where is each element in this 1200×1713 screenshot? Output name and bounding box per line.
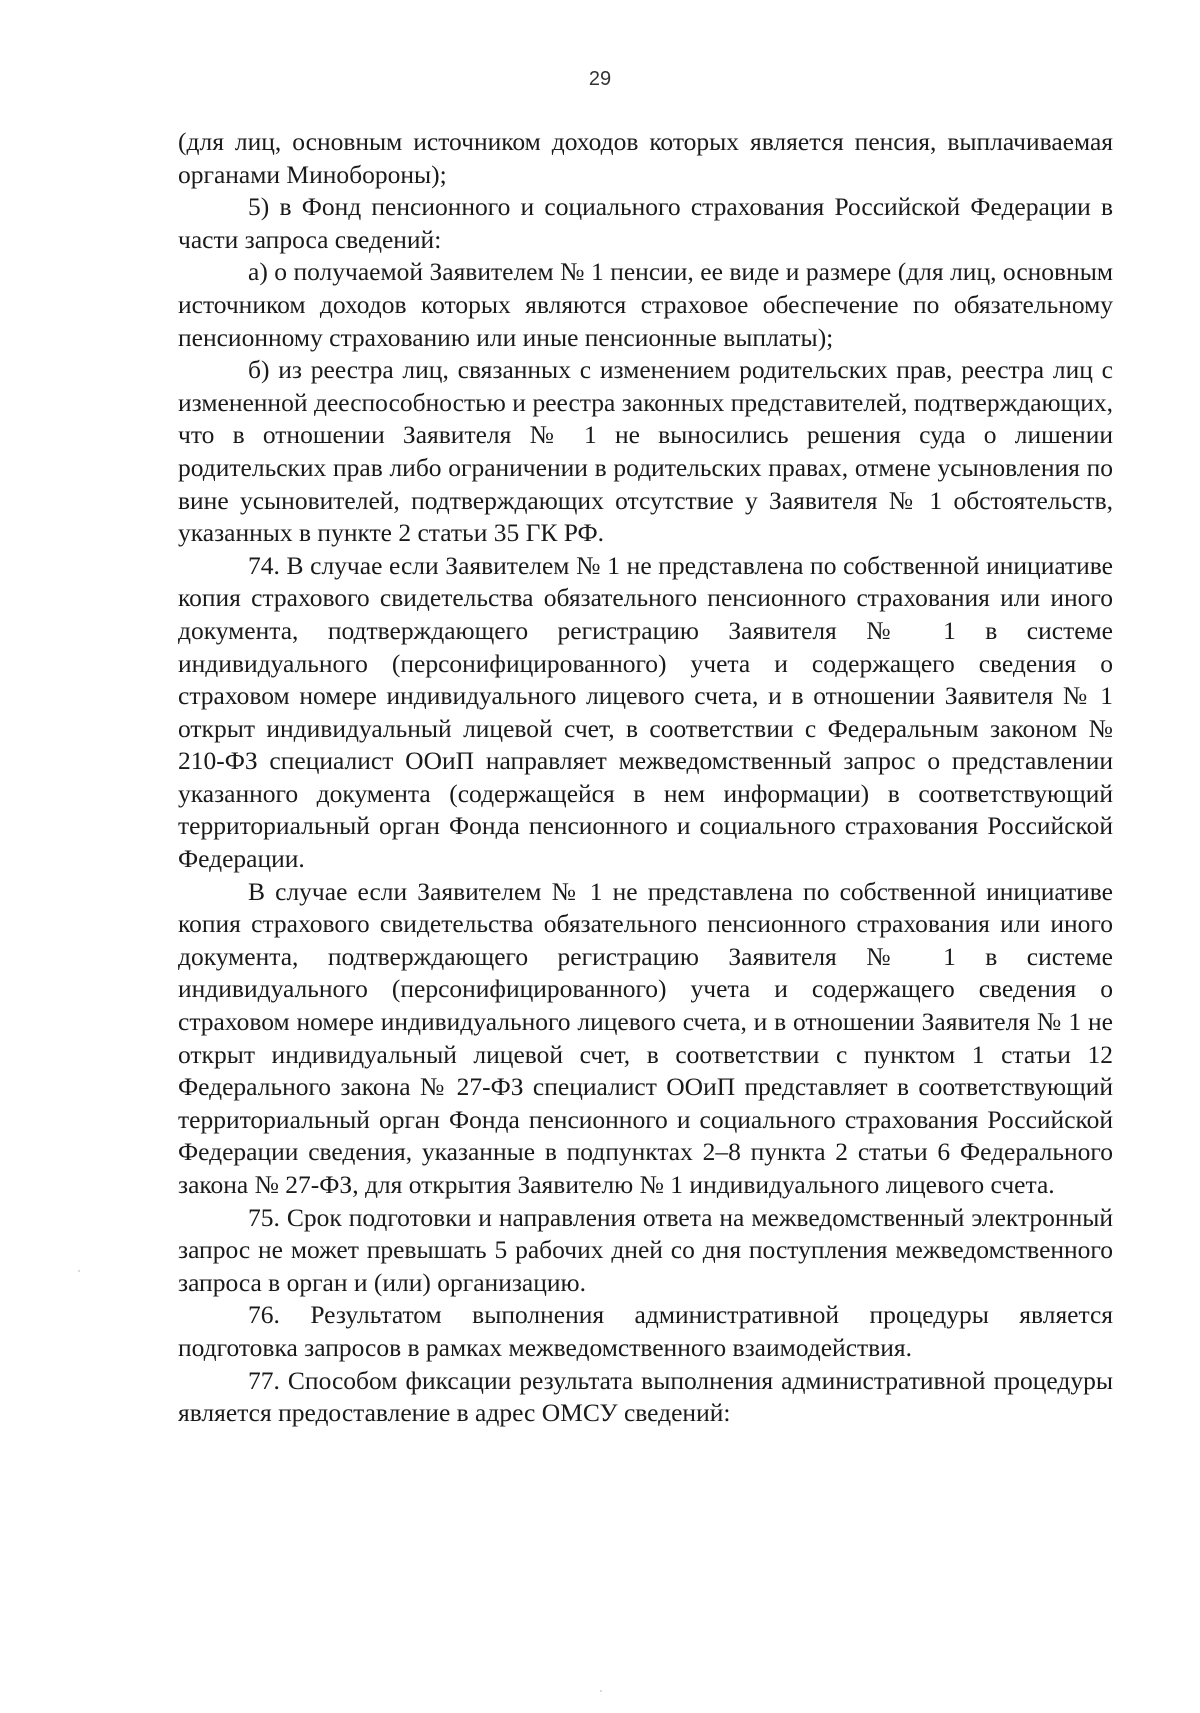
paragraph-subitem-b: б) из реестра лиц, связанных с изменением родительских прав, реестра лиц с измененной дееспособностью и реестра законных представителей, подтверждающих, что в отношении Заявителя № 1 не выносились решения суда о лишении родительских прав либо ограничении в родительских правах, отмене усыновления по вине усыновителей, подтверждающих отсутствие у Заявителя № 1 обстоятельств, указанных в пункте 2 статьи 35 ГК РФ.: [178, 355, 1113, 548]
paragraph-76: 76. Результатом выполнения административной процедуры является подготовка запросов в рамках межведомственного взаимодействия.: [178, 1300, 1113, 1362]
paragraph-item-5: 5) в Фонд пенсионного и социального страхования Российской Федерации в части запроса сведений:: [178, 192, 1113, 254]
scan-artifact-dot: [78, 1270, 80, 1272]
document-body: [178, 126, 1113, 1430]
paragraph-75: 75. Срок подготовки и направления ответа на межведомственный электронный запрос не может превышать 5 рабочих дней со дня поступления межведомственного запроса в орган и (или) организацию.: [178, 1202, 1113, 1297]
paragraph-74: 74. В случае если Заявителем № 1 не представлена по собственной инициативе копия страхового свидетельства обязательного пенсионного страхования или иного документа, подтверждающего регистрацию Заявителя № 1 в системе индивидуального (персонифицированного) учета и содержащего сведения о страховом номере индивидуального лицевого счета, и в отношении Заявителя № 1 открыт индивидуальный лицевой счет, в соответствии с Федеральным законом № 210-ФЗ специалист ООиП направляет межведомственный запрос о представлении указанного документа (содержащейся в нем информации) в соответствующий территориальный орган Фонда пенсионного и социального страхования Российской Федерации.: [178, 550, 1113, 874]
scan-artifact-dot: [600, 1690, 602, 1692]
paragraph-77: 77. Способом фиксации результата выполнения административной процедуры является предоставление в адрес ОМСУ сведений:: [178, 1365, 1113, 1428]
paragraph-subitem-a: а) о получаемой Заявителем № 1 пенсии, ее виде и размере (для лиц, основным источником доходов которых являются страховое обеспечение по обязательному пенсионному страхованию или иные пенсионные выплаты);: [178, 257, 1113, 352]
paragraph-continuation: (для лиц, основным источником доходов которых является пенсия, выплачиваемая органами Минобороны);: [178, 127, 1113, 189]
paragraph-74-continued: В случае если Заявителем № 1 не представлена по собственной инициативе копия страхового свидетельства обязательного пенсионного страхования или иного документа, подтверждающего регистрацию Заявителя № 1 в системе индивидуального (персонифицированного) учета и содержащего сведения о страховом номере индивидуального лицевого счета, и в отношении Заявителя № 1 не открыт индивидуальный лицевой счет, в соответствии с пунктом 1 статьи 12 Федерального закона № 27-ФЗ специалист ООиП представляет в соответствующий территориальный орган Фонда пенсионного и социального страхования Российской Федерации сведения, указанные в подпунктах 2–8 пункта 2 статьи 6 Федерального закона № 27-ФЗ, для открытия Заявителю № 1 индивидуального лицевого счета.: [178, 876, 1113, 1199]
page-number: 29: [588, 68, 612, 90]
